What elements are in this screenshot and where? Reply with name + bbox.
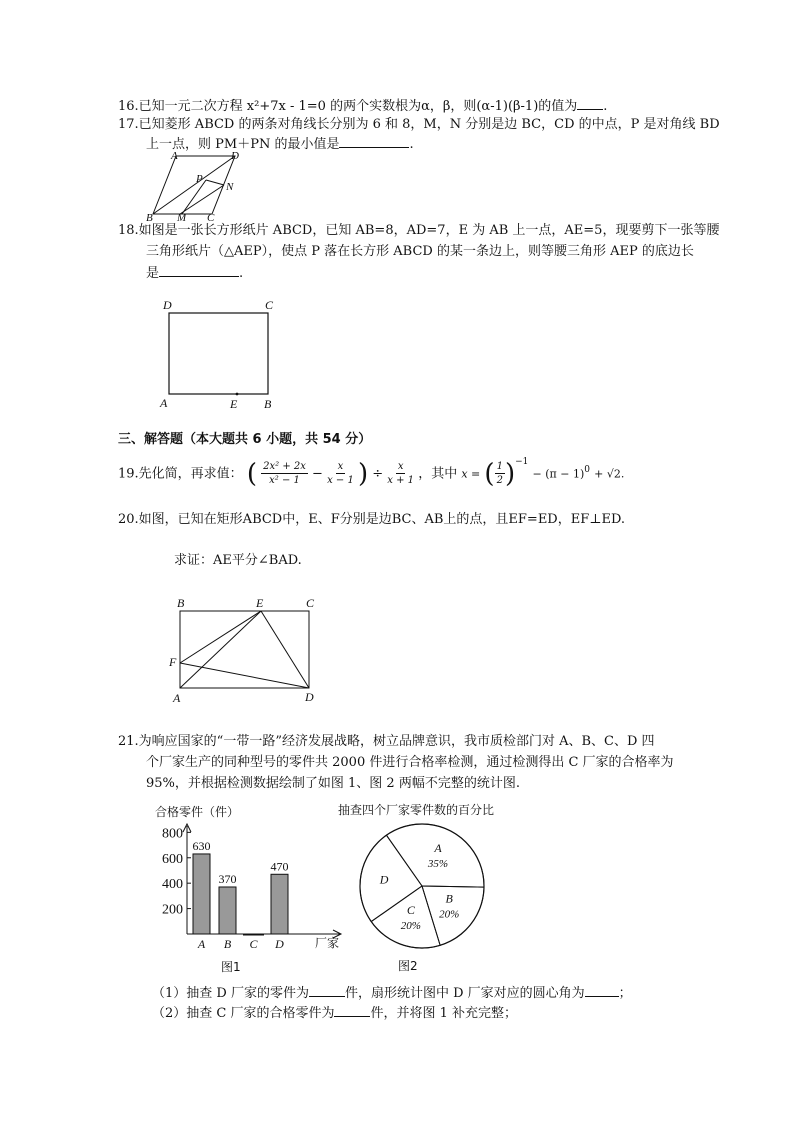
q17-rhombus-figure (140, 148, 250, 222)
bar-a (193, 854, 210, 934)
q20-line1: 20.如图，已知在矩形ABCD中，E、F分别是边BC、AB上的点，且EF=ED，EF⊥ED. (118, 512, 626, 527)
pie-slice-percent: 20% (439, 908, 460, 921)
rectangle-abcd (180, 611, 309, 688)
q21-sub1: （1）抽查 D 厂家的零件为 件，扇形统计图中 D 厂家对应的圆心角为 ； (152, 986, 632, 1001)
section-3-heading: 三、解答题（本大题共 6 小题，共 54 分） (118, 432, 372, 447)
q17-text2: 上一点，则 PM＋PN 的最小值是 (146, 137, 340, 152)
x-tick-label: B (223, 937, 232, 951)
fraction-3: $\frac{x}{x + 1}$ (387, 461, 415, 487)
q21-blank-3[interactable] (334, 1004, 370, 1017)
label-a: A (160, 396, 168, 410)
label-p: P (196, 173, 203, 185)
bar-chart-figure-1 (145, 800, 355, 978)
label-c: C (265, 298, 274, 312)
label-d: D (305, 690, 314, 704)
fraction-half: $\frac{1}{2}$ (496, 461, 503, 487)
bar-value-label: 630 (192, 838, 211, 853)
segment-ed (261, 611, 309, 688)
label-f: F (169, 655, 177, 669)
bar-d (271, 874, 288, 934)
q20-rectangle-figure (165, 592, 325, 708)
q21-blank-1[interactable] (309, 984, 345, 997)
label-d: D (163, 298, 172, 312)
x-tick-label: D (275, 937, 284, 951)
q19-prefix: 19.先化简，再求值： (118, 466, 243, 482)
label-c: C (207, 212, 215, 224)
pie-slice-label: B (445, 891, 453, 906)
q16-blank[interactable] (577, 97, 603, 110)
label-e: E (256, 596, 264, 610)
y-tick-label: 800 (162, 826, 183, 842)
q21-sub1-text-b: 件，扇形统计图中 D 厂家对应的圆心角为 (344, 986, 585, 1001)
fraction-2: $\frac{x}{x - 1}$ (327, 461, 354, 487)
bar-value-label: 370 (218, 871, 237, 886)
bar-chart-title: 合格零件（件） (155, 805, 240, 819)
figure-2-caption: 图2 (398, 959, 418, 973)
point-e (236, 393, 239, 396)
pie-slice-percent: 35% (427, 857, 449, 870)
label-b: B (177, 596, 185, 610)
x-tick-label: A (197, 937, 206, 951)
q20-prove: 求证：AE平分∠BAD. (174, 553, 302, 568)
q16-line (118, 97, 607, 116)
pie-slice-label: D (379, 872, 389, 887)
bar-b (219, 887, 236, 934)
bar-value-label: 470 (270, 859, 289, 874)
label-m: M (177, 212, 187, 224)
label-n: N (226, 181, 234, 193)
x-axis-label: 厂家 (315, 936, 340, 950)
q18-line1: 18.如图是一张长方形纸片 ABCD，已知 AB=8，AD=7，E 为 AB 上一点，AE=5，现要剪下一张等腰 (118, 223, 720, 238)
label-a: A (171, 150, 178, 162)
q19-line: 19.先化简，再求值： ( $\frac{\text{2x² + 2x}}{\text{x² − 1}}$ − $\frac{x}{x - 1}$ ) ÷ $\frac{x}{x + 1}$ ，其中 x = ( $\frac{1}{2}$ )$^{-1} - (\pi - 1)^0 + √2$. (118, 457, 625, 489)
q17-end: . (409, 137, 414, 152)
fraction-1: $\frac{\text{2x² + 2x}}{\text{x² − 1}}$ (263, 461, 306, 487)
q21-sub2 (152, 1004, 517, 1023)
label-b: B (146, 212, 153, 224)
q21-blank-2[interactable] (585, 984, 619, 997)
segment-fe (180, 611, 261, 663)
label-c: C (306, 596, 315, 610)
segment-pn (206, 180, 224, 185)
y-tick-label: 600 (162, 851, 183, 867)
q18-line2: 三角形纸片（△AEP），使点 P 落在长方形 ABCD 的某一条边上，则等腰三角形 AEP 的底边长 (146, 244, 694, 259)
q21-line1: 21.为响应国家的“一带一路”经济发展战略，树立品牌意识，我市质检部门对 A、B、C、D 四 (118, 734, 655, 749)
pie-chart-figure-2 (338, 800, 520, 978)
label-d: D (231, 150, 239, 162)
q16-end: . (603, 99, 608, 114)
label-a: A (173, 691, 181, 705)
y-tick-label: 200 (162, 902, 183, 918)
q18-blank[interactable] (159, 264, 239, 277)
q21-sub1-text-a: （1）抽查 D 厂家的零件为 (152, 986, 309, 1001)
paren-close: ) (357, 458, 369, 489)
paren-open: ( (246, 458, 257, 489)
q19-mid: ，其中 (418, 466, 458, 482)
q21-sub2-text-b: 件，并将图 1 补充完整； (370, 1006, 518, 1021)
q18-end: . (239, 266, 244, 281)
q18-rectangle-figure (155, 296, 285, 412)
q16-text: 16.已知一元二次方程 x²+7x - 1=0 的两个实数根为α，β，则(α-1)(β-1)的值为 (118, 99, 578, 114)
y-tick-label: 400 (162, 877, 183, 893)
x-tick-label: C (249, 937, 258, 951)
pie-slice-label: A (434, 840, 442, 855)
pie-chart-title: 抽查四个厂家零件数的百分比 (338, 803, 495, 817)
figure-1-caption: 图1 (221, 960, 241, 974)
pie-slice-percent: 20% (400, 920, 421, 933)
q17-line1: 17.已知菱形 ABCD 的两条对角线长分别为 6 和 8，M，N 分别是边 BC，CD 的中点，P 是对角线 BD (118, 117, 720, 132)
pie-slice-c (371, 886, 440, 948)
q18-line3 (146, 264, 243, 283)
pie-slice-label: C (406, 903, 415, 918)
label-e: E (230, 397, 238, 411)
rectangle-abcd (169, 313, 268, 394)
segment-fd (180, 663, 309, 688)
q21-line2: 个厂家生产的同种型号的零件共 2000 件进行合格率检测，通过检测得出 C 厂家的合格率为 (146, 755, 674, 770)
label-b: B (264, 397, 272, 411)
q18-text3: 是 (146, 266, 160, 281)
q17-blank[interactable] (339, 135, 409, 148)
q21-line3: 95%，并根据检测数据绘制了如图 1、图 2 两幅不完整的统计图. (146, 776, 520, 791)
q21-sub2-text-a: （2）抽查 C 厂家的合格零件为 (152, 1006, 335, 1021)
